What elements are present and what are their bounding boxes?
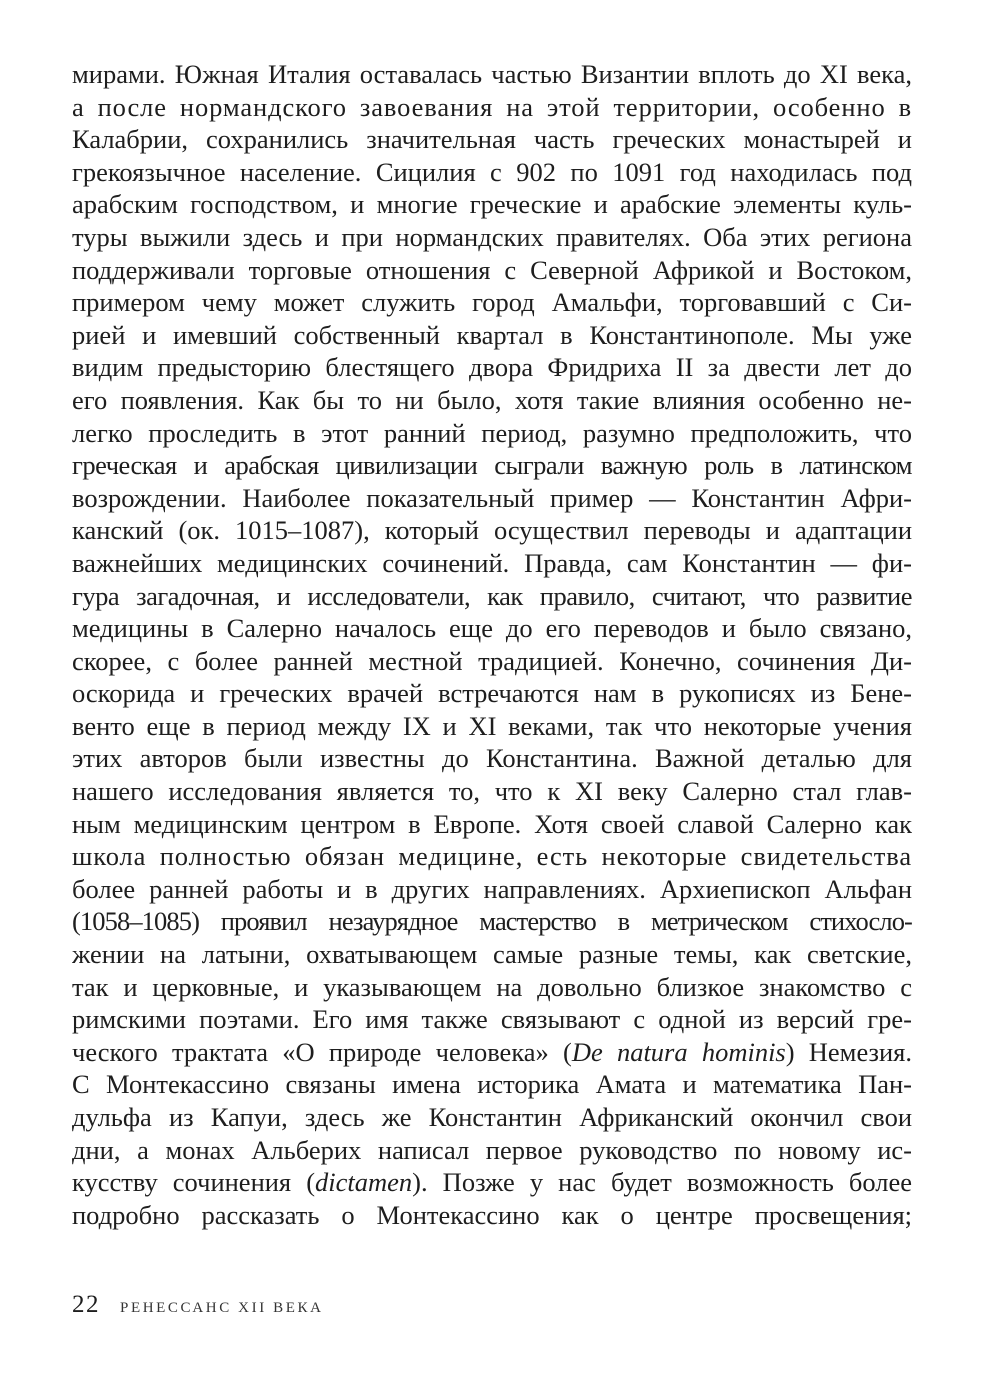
text-line-31-end: ) Немезия. — [785, 1036, 912, 1067]
text-line-25: школа полностью обязан медицине, есть некоторые свидетельства — [72, 841, 912, 872]
text-line-11: его появления. Как бы то ни было, хотя такие влияния особенно не- — [72, 384, 912, 415]
text-line-35-start: кусству сочинения ( — [72, 1167, 316, 1198]
text-line-3: Калабрии, сохранились значительная часть греческих монастырей и — [72, 124, 912, 155]
text-line-36: подробно рассказать о Монтекассино как о центре просвещения; — [72, 1199, 912, 1230]
text-line-19: скорее, с более ранней местной традицией. Конечно, сочинения Ди- — [72, 645, 912, 676]
text-line-18: медицины в Салерно началось еще до его переводов и было связано, — [72, 613, 912, 644]
text-line-32: С Монтекассино связаны имена историка Амата и математика Пан- — [72, 1069, 912, 1100]
running-title: РЕНЕССАНС XII ВЕКА — [120, 1300, 324, 1316]
text-line-1: мирами. Южная Италия оставалась частью Византии вплоть до XI века, — [72, 59, 912, 89]
text-line-6: туры выжили здесь и при нормандских правителях. Оба этих региона — [72, 221, 912, 252]
text-line-24: ным медицинским центром в Европе. Хотя своей славой Салерно как — [72, 808, 912, 839]
text-line-5: арабским господством, и многие греческие и арабские элементы куль- — [72, 189, 912, 220]
italic-title-de-natura-hominis: De natura hominis — [571, 1036, 786, 1067]
text-line-35-end: ). Позже у нас будет возможность более — [412, 1167, 912, 1198]
text-line-23: нашего исследования является то, что к XI веку Салерно стал глав- — [72, 776, 912, 807]
text-line-34: дни, а монах Альберих написал первое руководство по новому ис- — [72, 1134, 912, 1165]
page-number: 22 — [72, 1291, 100, 1318]
text-line-17: гура загадочная, и исследователи, как правило, считают, что развитие — [72, 580, 912, 611]
text-line-16: важнейших медицинских сочинений. Правда, сам Константин — фи- — [72, 547, 912, 578]
text-line-31 — [72, 1036, 912, 1069]
text-line-15: канский (ок. 1015–1087), который осуществил переводы и адаптации — [72, 515, 912, 546]
text-line-7: поддерживали торговые отношения с Северной Африкой и Востоком, — [72, 254, 912, 285]
text-line-9: рией и имевший собственный квартал в Константинополе. Мы уже — [72, 319, 912, 350]
text-line-29: так и церковные, и указывающем на довольно близкое знакомство с — [72, 971, 912, 1002]
text-line-30: римскими поэтами. Его имя также связывают с одной из версий гре- — [72, 1004, 912, 1035]
text-line-26: более ранней работы и в других направлениях. Архиепископ Альфан — [72, 873, 912, 904]
text-line-10: видим предысторию блестящего двора Фридриха II за двести лет до — [72, 352, 912, 383]
page-body — [72, 58, 912, 1231]
text-line-14: возрождении. Наиболее показательный пример — Константин Афри- — [72, 482, 912, 513]
text-line-2: а после нормандского завоевания на этой территории, особенно в — [72, 91, 912, 122]
text-line-20: оскорида и греческих врачей встречаются нам в рукописях из Бене- — [72, 678, 912, 709]
text-line-35 — [72, 1166, 912, 1199]
italic-term-dictamen: dictamen — [315, 1167, 413, 1198]
text-line-8: примером чему может служить город Амальфи, торговавший с Си- — [72, 287, 912, 318]
text-line-31-start: ческого трактата «О природе человека» ( — [72, 1036, 572, 1067]
text-line-21: венто еще в период между IX и XI веками, так что некоторые учения — [72, 710, 912, 741]
text-line-22: этих авторов были известны до Константина. Важной деталью для — [72, 743, 912, 774]
text-line-27: (1058–1085) проявил незаурядное мастерство в метрическом стихосло- — [72, 906, 912, 937]
text-line-33: дульфа из Капуи, здесь же Константин Африканский окончил свои — [72, 1102, 912, 1132]
text-line-28: жении на латыни, охватывающем самые разные темы, как светские, — [72, 939, 912, 970]
text-line-4: грекоязычное население. Сицилия с 902 по 1091 год находилась под — [72, 156, 912, 187]
page-footer — [72, 1291, 324, 1321]
text-line-12: легко проследить в этот ранний период, разумно предположить, что — [72, 417, 912, 448]
text-line-13: греческая и арабская цивилизации сыграли важную роль в латинском — [72, 450, 912, 481]
